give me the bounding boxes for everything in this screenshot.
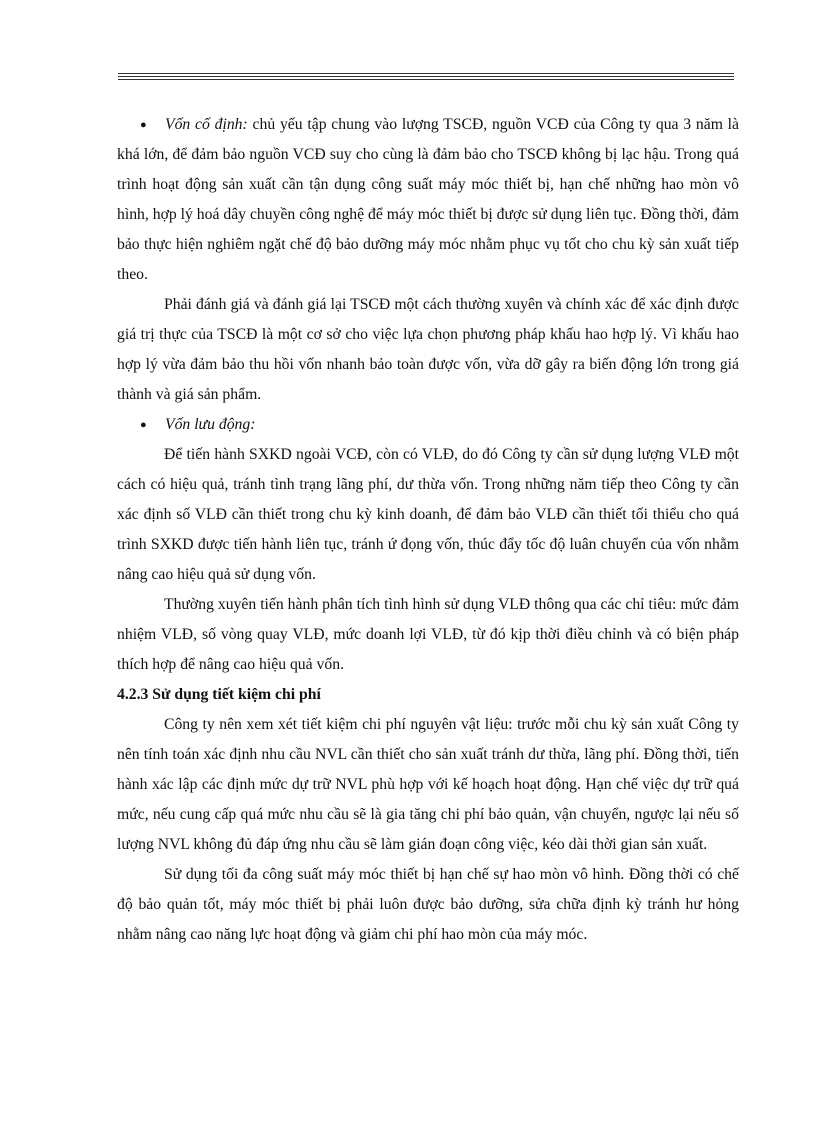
section-heading: 4.2.3 Sử dụng tiết kiệm chi phí [117, 686, 321, 703]
bullet-working-capital-label: Vốn lưu động: [165, 416, 256, 433]
bullet-fixed-capital [117, 110, 739, 290]
bullet-dot-icon: ● [140, 119, 147, 131]
bullet-working-capital [117, 410, 739, 440]
paragraph-material-savings: Công ty nên xem xét tiết kiệm chi phí nguyên vật liệu: trước mỗi chu kỳ sản xuất Công ty nên tính toán xác định nhu cầu NVL cần thiết cho sản xuất tránh dư thừa, lãng phí. Đồng thời, tiến hành xác lập các định mức dự trữ NVL phù hợp với kế hoạch hoạt động. Hạn chế việc dự trữ quá mức, nếu cung cấp quá mức nhu cầu sẽ là gia tăng chi phí bảo quản, vận chuyển, ngược lại nếu số lượng NVL không đủ đáp ứng nhu cầu sẽ làm gián đoạn công việc, kéo dài thời gian sản xuất. [117, 716, 739, 853]
paragraph-equipment-capacity: Sử dụng tối đa công suất máy móc thiết bị hạn chế sự hao mòn vô hình. Đồng thời có chế độ bảo quản tốt, máy móc thiết bị phải luôn được bảo dưỡng, sửa chữa định kỳ tránh hư hỏng nhằm nâng cao năng lực hoạt động và giảm chi phí hao mòn của máy móc. [117, 866, 739, 943]
paragraph-working-capital-analysis: Thường xuyên tiến hành phân tích tình hình sử dụng VLĐ thông qua các chỉ tiêu: mức đảm nhiệm VLĐ, số vòng quay VLĐ, mức doanh lợi VLĐ, từ đó kịp thời điều chỉnh và có biện pháp thích hợp để nâng cao hiệu quả vốn. [117, 596, 739, 673]
bullet-fixed-capital-label: Vốn cố định: [165, 116, 248, 133]
body-text [117, 110, 739, 950]
paragraph-asset-valuation: Phải đánh giá và đánh giá lại TSCĐ một cách thường xuyên và chính xác để xác định được giá trị thực của TSCĐ là một cơ sở cho việc lựa chọn phương pháp khấu hao hợp lý. Vì khấu hao hợp lý vừa đảm bảo thu hồi vốn nhanh bảo toàn được vốn, vừa dỡ gây ra biến động lớn trong giá thành và giá sản phẩm. [117, 296, 739, 403]
bullet-dot-icon: ● [140, 419, 147, 431]
bullet-fixed-capital-text: chủ yếu tập chung vào lượng TSCĐ, nguồn VCĐ của Công ty qua 3 năm là khá lớn, để đảm bảo nguồn VCĐ suy cho cùng là đảm bảo cho TSCĐ không bị lạc hậu. Trong quá trình hoạt động sản xuất cần tận dụng công suất máy móc thiết bị, hạn chế những hao mòn vô hình, hợp lý hoá dây chuyền công nghệ để máy móc thiết bị được sử dụng liên tục. Đồng thời, đảm bảo thực hiện nghiêm ngặt chế độ bảo dưỡng máy móc nhằm phục vụ tốt cho chu kỳ sản xuất tiếp theo. [117, 116, 739, 283]
header-rule-bottom [118, 79, 734, 80]
paragraph-working-capital-use: Để tiến hành SXKD ngoài VCĐ, còn có VLĐ, do đó Công ty cần sử dụng lượng VLĐ một cách có hiệu quả, tránh tình trạng lãng phí, dư thừa vốn. Trong những năm tiếp theo Công ty cần xác định số VLĐ cần thiết trong chu kỳ kinh doanh, để đảm bảo VLĐ cần thiết tối thiểu cho quá trình SXKD được tiến hành liên tục, tránh ứ đọng vốn, thúc đẩy tốc độ luân chuyển của vốn nhằm nâng cao hiệu quả sử dụng vốn. [117, 446, 739, 583]
header-rule-top [118, 73, 734, 74]
header-rule-middle [118, 76, 734, 77]
